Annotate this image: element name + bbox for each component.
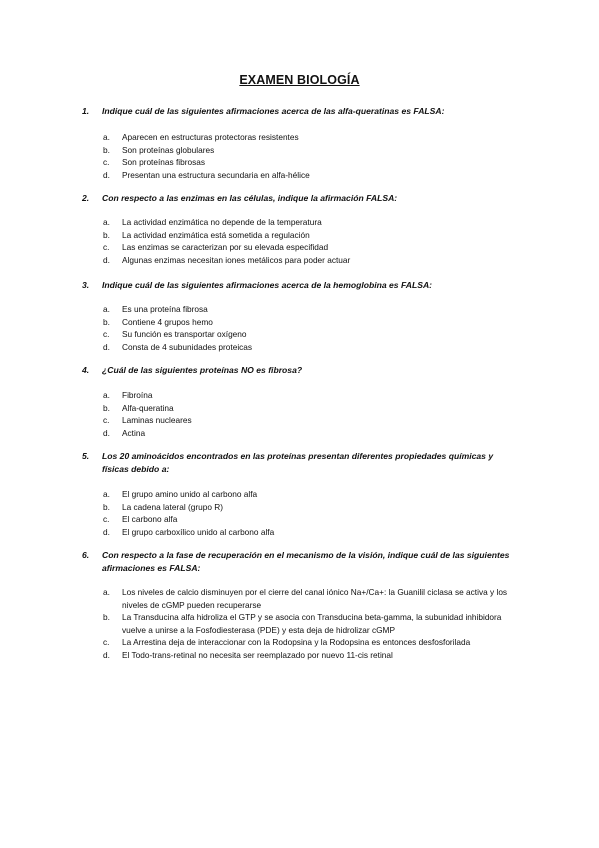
- option-text: La actividad enzimática no depende de la temperatura: [122, 217, 322, 227]
- question-2: [82, 192, 522, 205]
- question-6: [82, 549, 522, 575]
- question-number: 5.: [82, 451, 90, 461]
- option-a: [103, 389, 522, 402]
- option-text: Presentan una estructura secundaria en alfa-hélice: [122, 169, 310, 180]
- option-text: Aparecen en estructuras protectoras resistentes: [122, 132, 299, 142]
- option-d: [103, 526, 522, 539]
- option-letter: a.: [103, 489, 110, 499]
- option-c: [103, 636, 522, 649]
- option-text: Las enzimas se caracterizan por su elevada especifidad: [122, 242, 329, 253]
- option-letter: c.: [103, 514, 110, 525]
- option-b: [103, 316, 522, 329]
- option-letter: a.: [103, 587, 110, 597]
- option-text: Contiene 4 grupos hemo: [122, 316, 213, 327]
- question-text: Los 20 aminoácidos encontrados en las proteínas presentan diferentes propiedades químicas y físicas debido a:: [102, 451, 494, 474]
- option-a: [103, 216, 522, 229]
- option-b: [103, 229, 522, 242]
- option-letter: a.: [103, 132, 110, 142]
- option-text: Es una proteína fibrosa: [122, 304, 208, 314]
- question-number: 1.: [82, 106, 90, 116]
- option-letter: c.: [103, 415, 110, 426]
- question-3: [82, 279, 522, 292]
- question-5-options: [103, 488, 522, 538]
- option-letter: d.: [103, 526, 110, 537]
- option-text: Los niveles de calcio disminuyen por el cierre del canal iónico Na+/Ca+: la Guanilil ciclasa se activa y los niveles de cGMP pueden recuperarse: [122, 587, 508, 610]
- option-letter: a.: [103, 304, 110, 314]
- option-letter: c.: [103, 242, 110, 253]
- option-text: Laminas nucleares: [122, 415, 192, 426]
- option-a: [103, 488, 522, 501]
- question-number: 2.: [82, 193, 90, 203]
- question-text: Indique cuál de las siguientes afirmaciones acerca de las alfa-queratinas es FALSA:: [102, 106, 445, 116]
- option-letter: b.: [103, 144, 110, 155]
- option-text: El grupo amino unido al carbono alfa: [122, 489, 258, 499]
- option-letter: b.: [103, 402, 110, 413]
- question-2-options: [103, 216, 522, 266]
- question-text: ¿Cuál de las siguientes proteínas NO es fibrosa?: [102, 365, 303, 375]
- option-letter: b.: [103, 501, 110, 512]
- question-text: Con respecto a la fase de recuperación en el mecanismo de la visión, indique cuál de las siguientes afirmaciones es FALSA:: [102, 550, 510, 573]
- option-b: [103, 501, 522, 514]
- question-number: 3.: [82, 280, 90, 290]
- option-letter: b.: [103, 612, 110, 623]
- option-letter: c.: [103, 637, 110, 648]
- option-c: [103, 241, 522, 254]
- option-text: Alfa-queratina: [122, 402, 174, 413]
- option-c: [103, 414, 522, 427]
- option-d: [103, 254, 522, 267]
- option-text: Fibroína: [122, 390, 153, 400]
- option-a: [103, 303, 522, 316]
- option-text: Consta de 4 subunidades proteicas: [122, 341, 253, 352]
- option-text: La actividad enzimática está sometida a regulación: [122, 229, 310, 240]
- option-letter: a.: [103, 390, 110, 400]
- question-4: [82, 364, 522, 377]
- option-text: La cadena lateral (grupo R): [122, 501, 224, 512]
- option-text: Actina: [122, 427, 146, 438]
- option-text: Son proteínas globulares: [122, 144, 215, 155]
- question-1-options: [103, 131, 522, 181]
- option-text: La Transducina alfa hidroliza el GTP y se asocia con Transducina beta-gamma, la subunidad inhibidora vuelve a unirse a la Fosfodiesterasa (PDE) y esta deja de hidrolizar cGMP: [122, 612, 502, 635]
- option-letter: b.: [103, 316, 110, 327]
- option-a: [103, 131, 522, 144]
- option-b: [103, 402, 522, 415]
- option-text: Su función es transportar oxígeno: [122, 329, 247, 340]
- option-letter: a.: [103, 217, 110, 227]
- question-1: [82, 105, 522, 118]
- question-3-options: [103, 303, 522, 353]
- option-d: [103, 649, 522, 662]
- option-a: [103, 586, 522, 611]
- option-d: [103, 341, 522, 354]
- question-4-options: [103, 389, 522, 439]
- option-letter: c.: [103, 329, 110, 340]
- option-letter: d.: [103, 169, 110, 180]
- question-number: 6.: [82, 550, 90, 560]
- option-c: [103, 513, 522, 526]
- option-letter: d.: [103, 254, 110, 265]
- question-text: Indique cuál de las siguientes afirmaciones acerca de la hemoglobina es FALSA:: [102, 280, 433, 290]
- option-letter: c.: [103, 157, 110, 168]
- question-6-options: [103, 586, 522, 662]
- option-text: El grupo carboxílico unido al carbono alfa: [122, 526, 275, 537]
- option-letter: d.: [103, 649, 110, 660]
- question-5: [82, 450, 522, 476]
- option-text: La Arrestina deja de interaccionar con la Rodopsina y la Rodopsina es entonces desfosforilada: [122, 637, 471, 648]
- option-d: [103, 427, 522, 440]
- option-letter: b.: [103, 229, 110, 240]
- option-letter: d.: [103, 427, 110, 438]
- option-text: El Todo-trans-retinal no necesita ser reemplazado por nuevo 11-cis retinal: [122, 649, 393, 660]
- option-text: Son proteínas fibrosas: [122, 157, 206, 168]
- question-text: Con respecto a las enzimas en las células, indique la afirmación FALSA:: [102, 193, 398, 203]
- option-d: [103, 169, 522, 182]
- option-c: [103, 156, 522, 169]
- option-letter: d.: [103, 341, 110, 352]
- option-c: [103, 328, 522, 341]
- option-text: Algunas enzimas necesitan iones metálicos para poder actuar: [122, 254, 351, 265]
- option-text: El carbono alfa: [122, 514, 178, 525]
- option-b: [103, 611, 522, 636]
- question-number: 4.: [82, 365, 90, 375]
- option-b: [103, 144, 522, 157]
- exam-title: EXAMEN BIOLOGÍA: [239, 73, 360, 87]
